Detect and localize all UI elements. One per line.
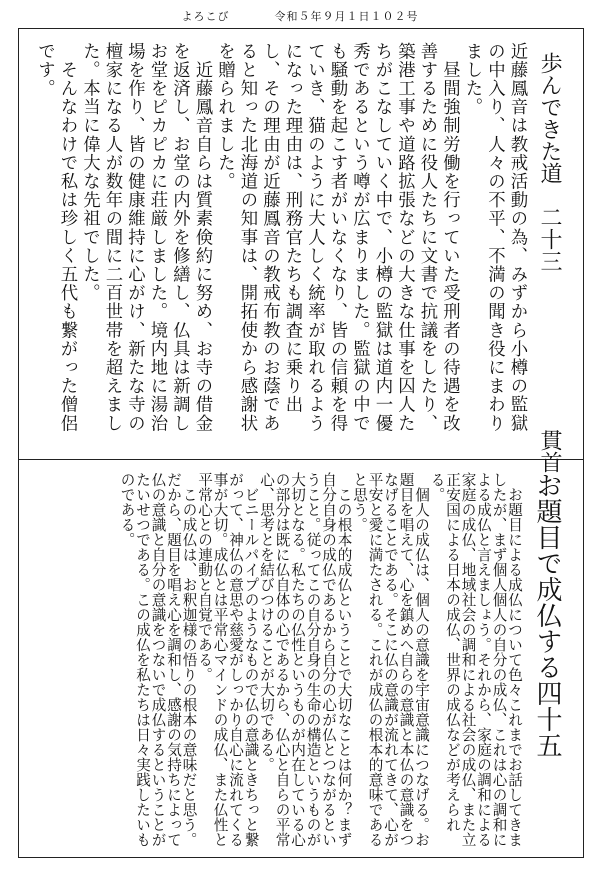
upper-article-heading [536, 52, 562, 473]
publication-name: よろこび [181, 10, 230, 23]
section-divider [18, 459, 584, 460]
upper-article-title: 歩んできた道 二十三 [537, 52, 562, 272]
issue-date: 令和５年９月１日１０２号 [274, 10, 419, 23]
page-header [0, 8, 600, 24]
upper-article-author: 貫首 [537, 429, 562, 473]
lower-article-body: お題目による成仏について色々これまでお話してきましたが、まず個人個人の自分の成仏、これは心の調和による成仏と言えましょう。それから、家庭の調和による家庭の成仏、地域社会の調和による社会の成仏、また立正安国による日本の成仏、世界の成仏などが考えられる。 個人の成仏は、個人の意識を宇宙意識につなげる。お題目を唱えて、心を鎮めへ自らの意識と本仏の意識をつなげることである。そこに仏の意識が流れてきて、心が平安と愛に満たされる。これが成仏の根本的意味であると思う。 この根本的成仏ということで大切なことは何か？まず自分自身の成仏であるから自分の心が仏とつながるということ。従ってこの自分自身の生命の構造というものが大切となる。私たちの仏性というものが内在している心の部分は既に仏自体の心であるから、仏心と自らの平常心、思考とを結びつけることが大切である。 ビニールパイプのようなもので仏の意識ときちっと繋がって、神仏の意思や慈愛がしっかり自心に流れてくる事が大切。成仏とは平常心マインドの成仏、また仏性と平常心との連動と自覚である。 この成仏は、お釈迦様の悟りの根本の意味だと思う。だから、題目を唱え心を調和し、感謝の気持ちによって仏の意識と自分の意識をつないで成仏するということがたいせつである。この成仏を私たちは日々実践したいものである。 [118, 472, 523, 847]
upper-article-body: 近藤鳳音は教戒活動の為、みずから小樽の監獄の中入り、人々の不平、不満の聞き役にまわりました。 昼間強制労働を行っていた受刑者の待遇を改善するために役人たちに文書で抗議をしたり、築港工事や道路拡張などの大きな仕事を囚人たちがこなしていく中で、小樽の監獄は道内一優秀であるという噂が広まりました。監獄の中でも騒動を起こす者がいなくなり、皆の信頼を得ていき、猫のように大人しく統率が取れるようになった理由は、刑務官たちも調査に乗り出し、その理由が近藤鳳音の教戒布教のお蔭であると知った北海道の知事は、開拓使から感謝状を贈られました。 近藤鳳音自らは質素倹約に努め、お寺の借金を返済し、お堂の内外を修繕し、仏具は新調しお堂をピカピカに荘厳しました。境内地に湯治場を作り、皆の健康維持に心がけ、新たな寺の檀家になる人が数年の間に二百世帯を超えました。本当に偉大な先祖でした。 そんなわけで私は珍しく五代も繋がった僧侶です。 [34, 42, 527, 433]
lower-article-title: お題目で成仏する四十五 [532, 472, 562, 758]
